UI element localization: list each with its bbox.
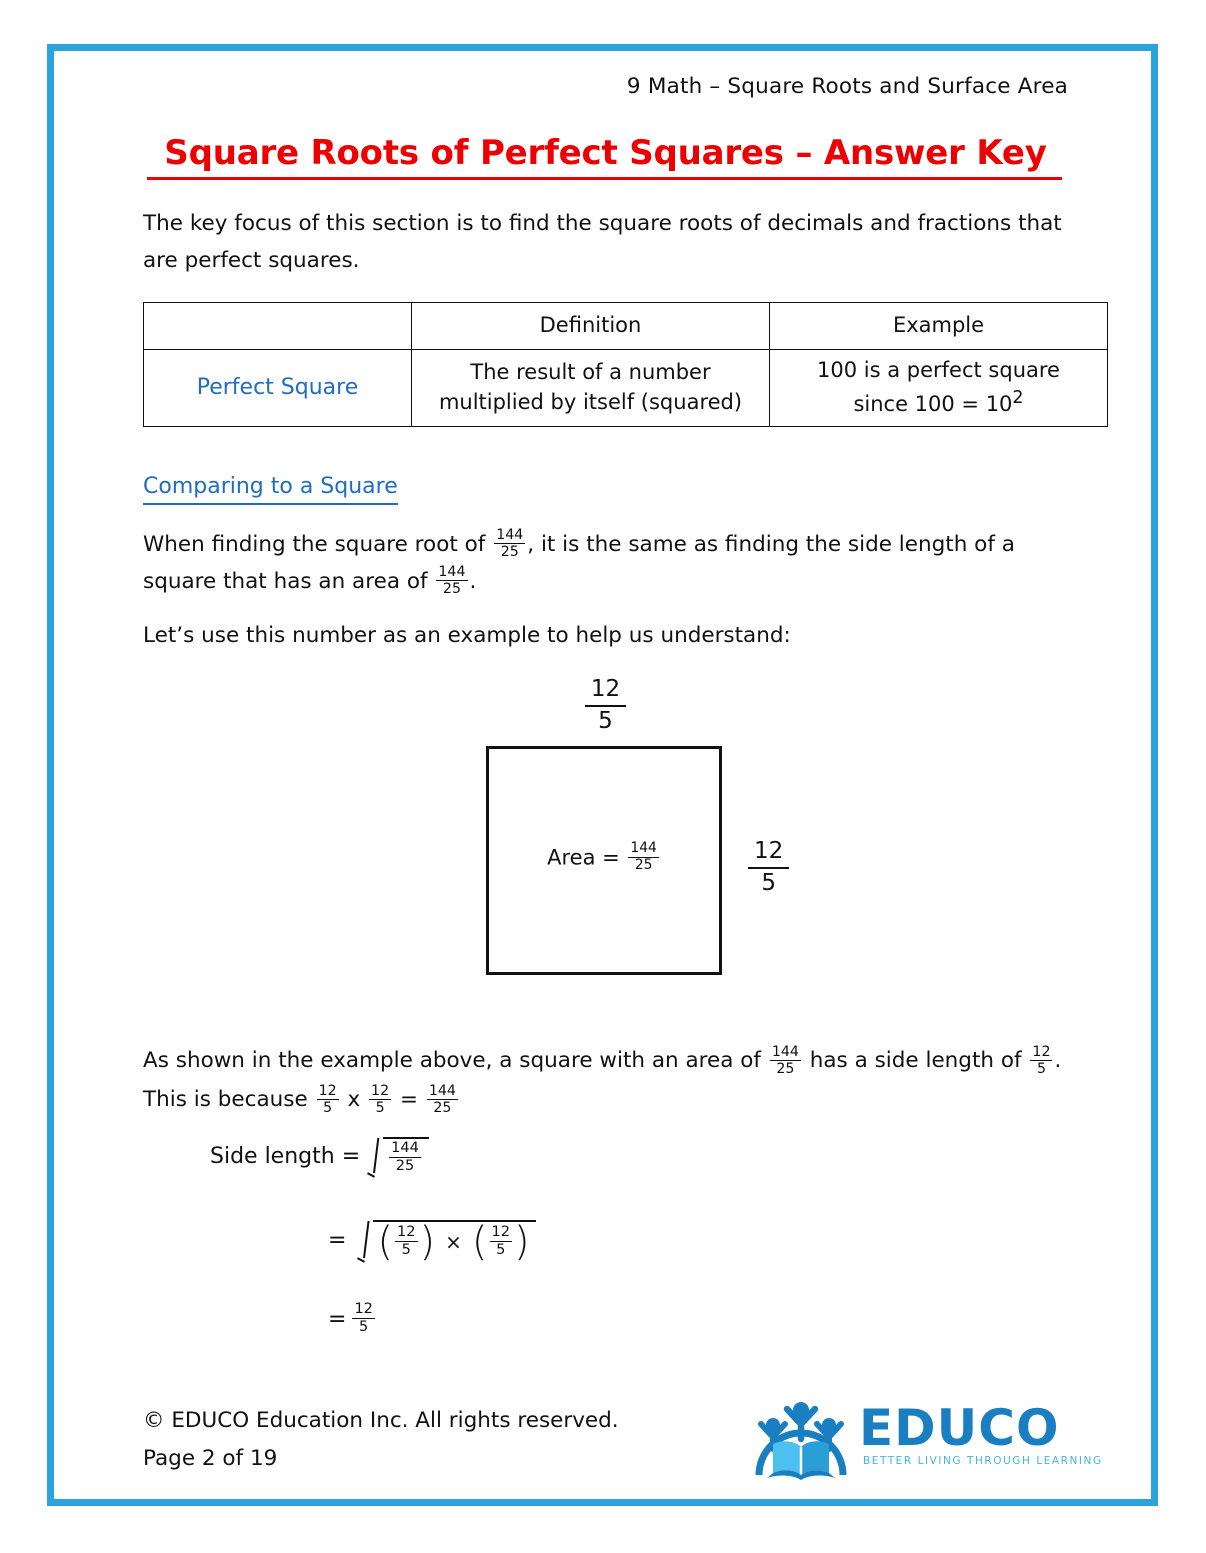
right-fraction [748, 839, 789, 897]
section-paragraph [143, 527, 1068, 601]
page-footer [143, 1399, 1103, 1492]
because-fraction-1 [317, 1084, 339, 1115]
term-label: Perfect Square [196, 375, 359, 401]
radical-tick [356, 1220, 373, 1261]
step2-paren-group-1 [377, 1219, 436, 1266]
because-times-sign: x [347, 1087, 361, 1113]
fraction-numerator: 144 [391, 1140, 419, 1157]
fraction-numerator: 144 [630, 840, 657, 857]
example-line-2-text: since 100 = 10 [853, 391, 1013, 416]
definition-line-1: The result of a number [470, 360, 711, 385]
document-header: 9 Math – Square Roots and Surface Area [626, 74, 1068, 99]
fraction-denominator: 25 [776, 1060, 795, 1077]
section-heading: Comparing to a Square [143, 473, 398, 505]
area-label-text: Area = [547, 845, 620, 870]
left-paren: ( [471, 1219, 488, 1266]
step2-times-sign: × [445, 1230, 462, 1255]
diagram-right-label [748, 839, 789, 897]
fraction-denominator: 5 [761, 870, 776, 897]
example-lead-in: Let’s use this number as an example to help us understand: [143, 623, 791, 649]
table-header-example: Example [770, 302, 1108, 349]
page-title [143, 133, 1068, 180]
fraction-numerator: 12 [397, 1224, 416, 1241]
fraction-numerator: 12 [318, 1082, 337, 1099]
sentence-part-3: square that has an area of [143, 568, 428, 594]
step2-fraction-1 [395, 1225, 417, 1257]
fraction-denominator: 5 [323, 1099, 333, 1116]
closing-part-1: As shown in the example above, a square with an area of [143, 1048, 761, 1074]
fraction-denominator: 5 [359, 1318, 369, 1335]
page-title-text: Square Roots of Perfect Squares – Answer Key [164, 133, 1047, 173]
logo-tagline: BETTER LIVING THROUGH LEARNING [863, 1455, 1103, 1467]
fraction-denominator: 5 [496, 1241, 506, 1258]
fraction-numerator: 12 [585, 677, 626, 707]
fraction-numerator: 12 [371, 1082, 390, 1099]
step3-equals-sign: = [328, 1306, 347, 1332]
square-diagram [143, 677, 1068, 1033]
fraction-denominator: 25 [500, 544, 519, 561]
step2-paren-group-2 [471, 1219, 530, 1266]
table-cell-example [770, 349, 1108, 426]
logo-wordmark: EDUCO [859, 1399, 1060, 1457]
fraction-denominator: 25 [433, 1099, 452, 1116]
inline-fraction-144-25 [494, 528, 525, 559]
fraction-denominator: 5 [598, 708, 613, 735]
square-shape [486, 746, 722, 975]
because-equals-sign: = [399, 1087, 418, 1113]
because-result-fraction [427, 1084, 458, 1115]
because-paragraph [143, 1082, 1068, 1119]
radicand-1 [383, 1137, 429, 1176]
radical-sign-icon [356, 1219, 535, 1266]
fraction-numerator: 144 [771, 1043, 799, 1060]
fraction-denominator: 25 [634, 857, 653, 874]
worked-solution [143, 1137, 1068, 1357]
fraction-denominator: 5 [401, 1241, 411, 1258]
closing-paragraph [143, 1043, 1068, 1080]
copyright-text: © EDUCO Education Inc. All rights reserved. [143, 1408, 619, 1433]
fraction-numerator: 12 [748, 839, 789, 869]
fraction-numerator: 144 [428, 1082, 456, 1099]
fraction-denominator: 25 [395, 1157, 415, 1174]
table-cell-term [144, 349, 412, 426]
closing-side-fraction [1030, 1045, 1052, 1076]
inline-fraction-144-25-b [436, 565, 467, 596]
table-header-row [144, 302, 1108, 349]
closing-part-3: . [1054, 1048, 1062, 1074]
fraction-numerator: 12 [491, 1224, 510, 1241]
table-header-blank [144, 302, 412, 349]
closing-part-2: has a side length of [809, 1048, 1022, 1074]
definition-table [143, 302, 1108, 427]
right-paren: ) [419, 1219, 436, 1266]
because-fraction-2 [369, 1084, 391, 1115]
educo-emblem-icon [751, 1397, 851, 1481]
fraction-numerator: 144 [438, 563, 466, 580]
solution-step-3 [328, 1303, 377, 1335]
page-number: Page 2 of 19 [143, 1445, 278, 1471]
example-exponent: 2 [1012, 387, 1024, 408]
radical-tick [366, 1137, 383, 1176]
radicand-2 [373, 1219, 535, 1266]
solution-step-1 [210, 1137, 429, 1176]
definition-line-2: multiplied by itself (squared) [438, 389, 743, 414]
page-content [143, 62, 1103, 1492]
sentence-part-4: . [469, 568, 477, 594]
section-heading-wrap [143, 427, 1068, 505]
table-header-definition: Definition [412, 302, 770, 349]
diagram-top-label [143, 677, 1068, 735]
table-cell-definition [412, 349, 770, 426]
sentence-part-1: When finding the square root of [143, 531, 486, 557]
copyright-block [143, 1402, 619, 1477]
step3-fraction [352, 1302, 374, 1334]
fraction-denominator: 25 [442, 581, 461, 597]
step2-fraction-2 [490, 1225, 512, 1257]
step1-fraction [389, 1141, 421, 1173]
fraction-numerator: 144 [496, 526, 524, 543]
side-length-label: Side length = [210, 1144, 361, 1170]
area-fraction [628, 842, 658, 873]
example-line-1: 100 is a perfect square [817, 358, 1060, 383]
diagram-area-label [489, 840, 719, 874]
title-underline [147, 177, 1062, 180]
top-fraction [585, 677, 626, 735]
closing-area-fraction [770, 1045, 801, 1076]
fraction-denominator: 5 [375, 1099, 385, 1116]
because-prefix: This is because [143, 1087, 308, 1113]
example-line-2 [776, 386, 1101, 420]
sentence-part-2: , it is the same as finding the side length of a [527, 531, 1015, 557]
fraction-numerator: 12 [354, 1301, 373, 1318]
educo-logo [751, 1397, 1103, 1483]
table-row [144, 349, 1108, 426]
fraction-denominator: 5 [1036, 1060, 1046, 1077]
radical-sign-icon [366, 1137, 429, 1176]
fraction-numerator: 12 [1032, 1043, 1051, 1060]
step2-equals-sign: = [328, 1228, 347, 1254]
right-paren: ) [514, 1219, 530, 1266]
solution-step-2 [328, 1219, 536, 1266]
intro-paragraph: The key focus of this section is to find the square roots of decimals and fractions that are perfect squares. [143, 211, 1062, 273]
left-paren: ( [377, 1219, 394, 1266]
